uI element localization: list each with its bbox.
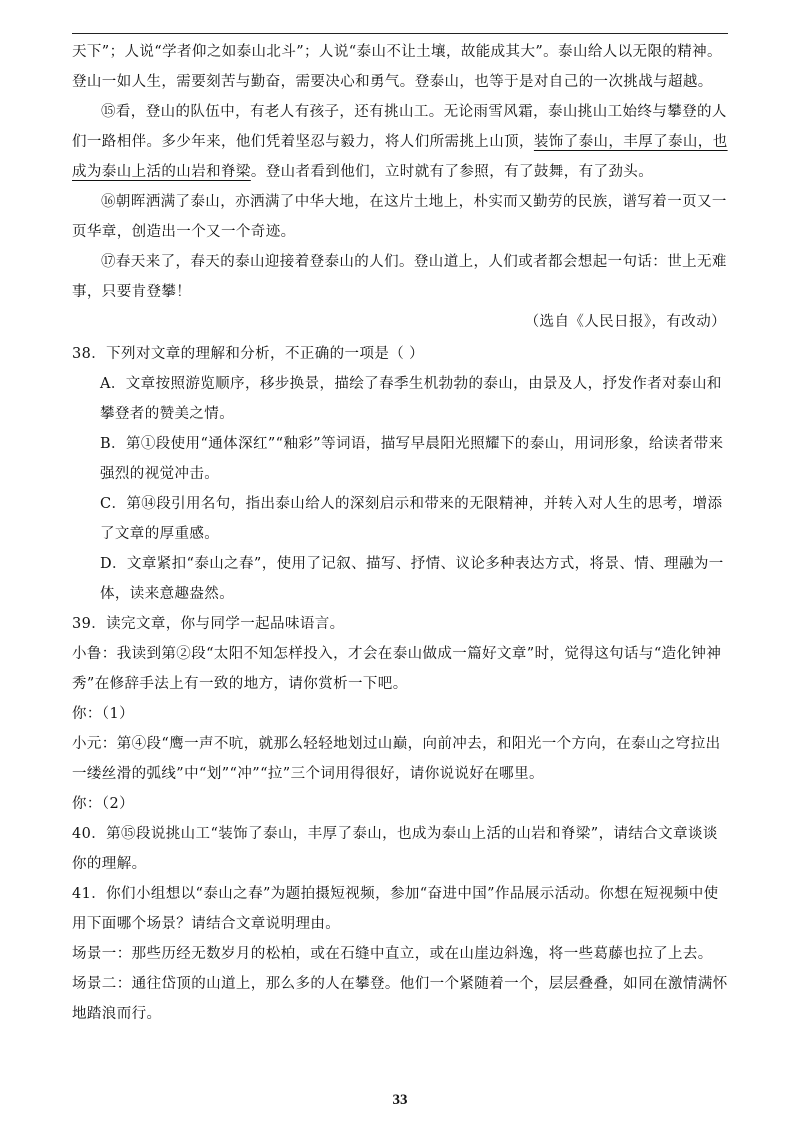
header-rule xyxy=(72,33,728,34)
question-39-xiaoyuan: 小元：第④段“鹰一声不吭，就那么轻轻地划过山巅，向前冲去，和阳光一个方向，在泰山之穹拉出一缕丝滑的弧线”中“划”“冲”“拉”三个词用得很好，请你说说好在哪里。 xyxy=(72,736,721,782)
question-41-scene-2: 场景二：通往岱顶的山道上，那么多的人在攀登。他们一个紧随着一个，层层叠叠，如同在激情满怀地踏浪而行。 xyxy=(72,976,728,1022)
paragraph-16: ⑯朝晖洒满了泰山，亦洒满了中华大地，在这片土地上，朴实而又勤劳的民族，谱写着一页又一页华章，创造出一个又一个奇迹。 xyxy=(72,194,727,240)
question-41-scene-1: 场景一：那些历经无数岁月的松柏，或在石缝中直立，或在山崖边斜逸，将一些葛藤也拉了上去。 xyxy=(72,946,713,962)
question-39-stem: 39．读完文章，你与同学一起品味语言。 xyxy=(72,616,345,632)
question-40-stem: 40．第⑮段说挑山工“装饰了泰山，丰厚了泰山，也成为泰山上活的山岩和脊梁”，请结合文章谈谈你的理解。 xyxy=(72,826,718,872)
question-39-answer-1: 你：（1） xyxy=(72,706,134,722)
underlined-phrase: 装饰了泰山，丰厚了泰山，也成为泰山上活的山岩和脊梁 xyxy=(72,134,728,180)
page-number: 33 xyxy=(392,1092,408,1108)
paragraph-15: ⑮看，登山的队伍中，有老人有孩子，还有挑山工。无论雨雪风霜，泰山挑山工始终与攀登的人们一路相伴。多少年来，他们凭着坚忍与毅力，将人们所需挑上山顶，装饰了泰山，丰厚了泰山，也成为泰山上活的山岩和脊梁。登山者看到他们，立时就有了参照，有了鼓舞，有了劲头。 xyxy=(72,104,728,180)
paragraph-17: ⑰春天来了，春天的泰山迎接着登泰山的人们。登山道上，人们或者都会想起一句话：世上无难事，只要肯登攀！ xyxy=(72,254,727,300)
questions xyxy=(72,339,728,1029)
passage xyxy=(72,37,728,337)
question-38-option-d: D．文章紧扣“泰山之春”，使用了记叙、描写、抒情、议论多种表达方式，将景、情、理融为一体，读来意趣盎然。 xyxy=(100,556,724,602)
source-note: （选自《人民日报》，有改动） xyxy=(524,314,726,330)
paragraph-14-end xyxy=(72,37,728,97)
question-41-stem: 41．你们小组想以“泰山之春”为题拍摄短视频，参加“奋进中国”作品展示活动。你想在短视频中使用下面哪个场景？请结合文章说明理由。 xyxy=(72,886,719,932)
question-38-stem: 38．下列对文章的理解和分析，不正确的一项是（ ） xyxy=(72,346,425,362)
question-38-option-a: A．文章按照游览顺序，移步换景，描绘了春季生机勃勃的泰山，由景及人，抒发作者对泰山和攀登者的赞美之情。 xyxy=(100,376,722,422)
paragraph-14-line2: 登山一如人生，需要刻苦与勤奋，需要决心和勇气。登泰山，也等于是对自己的一次挑战与超越。 xyxy=(72,74,713,90)
question-38-option-b: B．第①段使用“通体深红”“釉彩”等词语，描写早晨阳光照耀下的泰山，用词形象，给读者带来强烈的视觉冲击。 xyxy=(100,436,724,482)
paragraph-14-line1: 天下”；人说“学者仰之如泰山北斗”；人说“泰山不让土壤，故能成其大”。泰山给人以无限的精神。 xyxy=(72,44,722,60)
question-39-answer-2: 你：（2） xyxy=(72,796,134,812)
question-39-xiaolu: 小鲁：我读到第②段“太阳不知怎样投入，才会在泰山做成一篇好文章”时，觉得这句话与“造化钟神秀”在修辞手法上有一致的地方，请你赏析一下吧。 xyxy=(72,646,722,692)
question-38-option-c: C．第⑭段引用名句，指出泰山给人的深刻启示和带来的无限精神，并转入对人生的思考，增添了文章的厚重感。 xyxy=(100,496,723,542)
